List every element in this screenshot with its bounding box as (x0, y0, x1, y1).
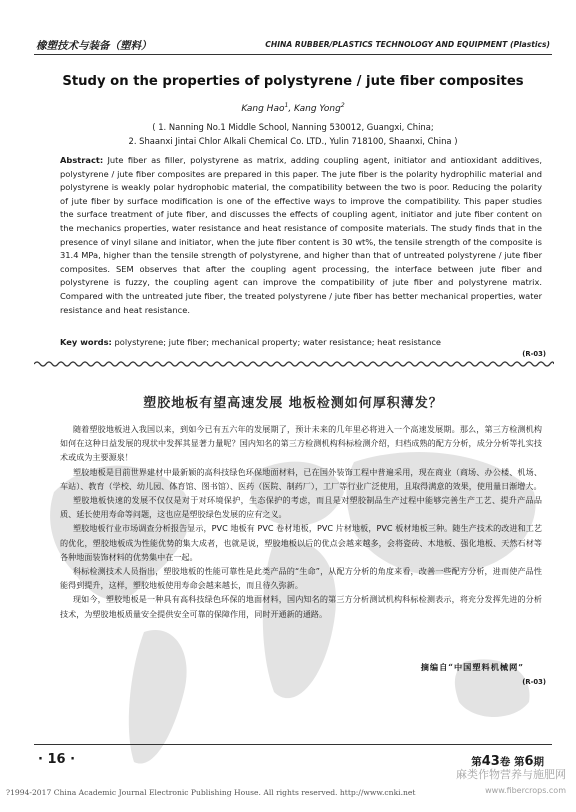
author-2-sup: 2 (340, 102, 345, 109)
article-code: (R-03) (522, 350, 546, 358)
news-paragraph-4: 塑胶地板行业市场调查分析报告显示，PVC 地板有 PVC 卷材地板，PVC 片材地板，PVC 板材地板三种。随生产技术的改进和工艺的优化，塑胶地板成为性能优势的集大成者，也就是说，塑胶地板以后的优点会越来越多，会将瓷砖、木地板、强化地板、天然石材等各种地面装饰材料的优势集中在一起。 (60, 523, 542, 562)
issue-suffix: 期 (533, 756, 544, 768)
news-title: 塑胶地板有望高速发展 地板检测如何厚积薄发？ (143, 396, 443, 411)
watermark-site-name: 麻类作物营养与施肥网 (456, 768, 566, 781)
author-1: Kang Hao (241, 104, 285, 114)
news-paragraph-2: 塑胶地板是目前世界建材中最新颖的高科技绿色环保地面材料，已在国外装饰工程中普遍采用，现在商业（商场、办公楼、机场、车站）、教育（学校、幼儿园、体育馆、图书馆）、医药（医院、制药厂），工厂等行业广泛使用，且取得满意的效果，使用量日渐增大。 (60, 466, 542, 491)
wavy-divider (34, 360, 554, 368)
authors (34, 102, 552, 114)
affiliation-1: ( 1. Nanning No.1 Middle School, Nanning 530012, Guangxi, China; (152, 122, 434, 132)
keywords-text: polystyrene; jute fiber; mechanical property; water resistance; heat resistance (111, 337, 442, 347)
volume-prefix: 第 (471, 756, 482, 768)
news-paragraph-1: 随着塑胶地板进入我国以来，到如今已有五六年的发展期了，预计未来的几年里必将进入一个高速发展期。那么，第三方检测机构如何在这种日益发展的现状中发挥其显著力量呢？国内知名的第三方检测机构科标检测介绍，归档成熟的配方分析，成分分析等扎实技术或成为主要源泉！ (60, 424, 542, 463)
volume-mid: 卷 第 (499, 756, 525, 768)
footer-rule (34, 744, 552, 745)
volume-number: 43 (481, 754, 500, 769)
news-paragraph-3: 塑胶地板快速的发展不仅仅是对于对环境保护，生态保护的考虑，而且是对塑胶制品生产过程中能够完善生产工艺、提升产品品质、延长使用寿命等问题，这也应是塑胶绿色发展的应有之义。 (60, 495, 542, 520)
author-1-sup: 1 (284, 102, 289, 109)
news-paragraph-5: 科标检测技术人员指出，塑胶地板的性能可靠性是此类产品的“生命”，从配方分析的角度来看，改善一些配方分析，进而使产品性能得到提升，这样，塑胶地板使用寿命会越来越长，而且待久弥新。 (60, 566, 542, 591)
abstract-text: Jute fiber as filler, polystyrene as matrix, adding coupling agent, initiator and antioxidant additives, polystyrene / jute fiber composites are prepared in this paper. The jute fiber is the polarity hydrophilic material and polystyrene is weakly polar hydrophobic material, the compatibility between the two is poor. Reducing the polarity of jute fiber by surface modification is one of the effective ways to improve the compatibility. This paper studies the surface treatment of jute fiber, and discusses the effects of coupling agent, initiator and jute fiber content on the mechanics properties, water resistance and heat resistance of composite materials. The study finds that in the presence of vinyl silane and initiator, when the jute fiber content is 30 wt%, the tensile strength of the composite is 31.4 MPa, higher than the tensile strength of polystyrene, and higher than that of untreated polystyrene / jute fiber composites. SEM observes that after the coupling agent processing, the interface between jute fiber and polystyrene is fuzzy, the coupling agent can improve the compatibility of jute fiber and polystyrene matrix. Compared with the untreated jute fiber, the treated polystyrene / jute fiber has better mechanical properties, water resistance and heat resistance. (60, 155, 542, 315)
copyright-notice: ?1994-2017 China Academic Journal Electronic Publishing House. All rights reserved. http://www.cnki.net (6, 788, 416, 797)
journal-name-cn: 橡塑技术与装备（塑料） (36, 40, 152, 52)
keywords-label: Key words: (60, 337, 112, 347)
news-body (60, 422, 542, 621)
page-number: · 16 · (38, 752, 76, 767)
author-2: Kang Yong (294, 104, 341, 114)
journal-name-en: CHINA RUBBER/PLASTICS TECHNOLOGY AND EQUIPMENT (Plastics) (265, 40, 550, 49)
author-separator: , (288, 104, 295, 114)
header-rule (34, 54, 552, 55)
issue-number: 6 (524, 754, 534, 769)
abstract-label: Abstract: (60, 155, 104, 165)
affiliation-2: 2. Shaanxi Jintai Chlor Alkali Chemical Co. LTD., Yulin 718100, Shaanxi, China ) (128, 136, 458, 146)
keywords (60, 337, 542, 347)
abstract (60, 154, 542, 317)
article-title: Study on the properties of polystyrene / jute fiber composites (62, 74, 524, 89)
news-source: 摘编自“中国塑料机械网” (420, 662, 524, 672)
watermark-site-url: www.fibercrops.com (485, 786, 566, 795)
news-paragraph-6: 现如今，塑胶地板是一种具有高科技绿色环保的地面材料，国内知名的第三方分析测试机构科标检测表示，将充分发挥先进的分析技术，为塑胶地板质量安全提供安全可靠的保障作用，同时开通新的通路。 (60, 594, 542, 619)
news-code: (R-03) (522, 678, 546, 686)
